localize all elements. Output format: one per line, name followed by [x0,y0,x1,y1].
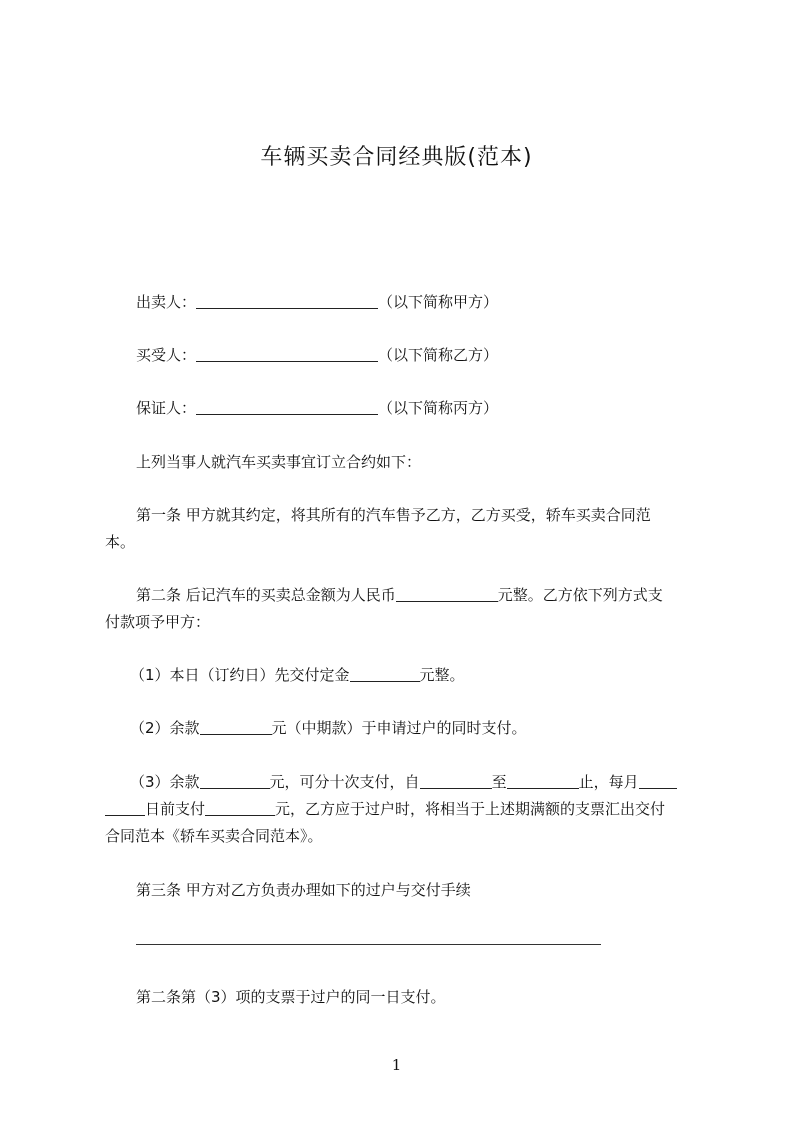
item3-text-a: （3）余款 [130,773,200,791]
article3-line: 第三条 甲方对乙方负责办理如下的过户与交付手续 [136,881,471,899]
article1-line2: 本。 [105,533,136,551]
seller-blank[interactable] [196,292,378,309]
balance-blank[interactable] [200,772,270,789]
buyer-line [136,345,498,365]
intro-paragraph: 上列当事人就汽车买卖事宜订立合约如下： [136,453,422,471]
item3-line2 [105,799,665,819]
document-title: 车辆买卖合同经典版(范本) [260,145,533,170]
item1-text-a: （1）本日（订约日）先交付定金 [130,666,350,684]
buyer-label: 买受人： [136,346,197,364]
item3-line3: 合同范本《轿车买卖合同范本》。 [105,827,323,845]
deposit-blank[interactable] [350,665,420,682]
item2-text-a: （2）余款 [130,719,200,737]
interim-amount-blank[interactable] [200,718,272,735]
seller-note: （以下简称甲方） [378,293,499,311]
article2-line1 [136,585,663,605]
to-date-blank[interactable] [507,772,579,789]
buyer-note: （以下简称乙方） [378,346,499,364]
article2-reference-line: 第二条第（3）项的支票于过户的同一日支付。 [136,988,446,1006]
article2-text-b: 元整。乙方依下列方式支 [497,586,663,604]
page-number: 1 [391,1056,402,1074]
item2-line [130,718,527,738]
guarantor-line [136,398,498,418]
seller-label: 出卖人： [136,293,197,311]
monthly-day-blank-b[interactable] [105,799,145,816]
item1-text-b: 元整。 [419,666,465,684]
article2-text-a: 第二条 后记汽车的买卖总金额为人民币 [136,586,396,604]
guarantor-label: 保证人： [136,399,197,417]
item2-text-b: 元（中期款）于申请过户的同时支付。 [271,719,527,737]
fill-in-rule[interactable] [136,944,601,945]
article1-line1: 第一条 甲方就其约定，将其所有的汽车售予乙方，乙方买受，轿车买卖合同范 [136,506,651,524]
article2-line2: 付款项予甲方： [105,613,211,631]
guarantor-blank[interactable] [196,398,378,415]
monthly-day-blank-a[interactable] [639,772,677,789]
item3-text-c: 至 [491,773,507,791]
item3-text-f: 元，乙方应于过户时，将相当于上述期满额的支票汇出交付 [275,800,666,818]
item1-line [130,665,465,685]
guarantor-note: （以下简称丙方） [378,399,499,417]
seller-line [136,292,498,312]
total-amount-blank[interactable] [396,585,498,602]
item3-text-b: 元，可分十次支付，自 [269,773,420,791]
buyer-blank[interactable] [196,345,378,362]
from-date-blank[interactable] [420,772,492,789]
item3-text-d: 止，每月 [578,773,639,791]
installment-amount-blank[interactable] [205,799,275,816]
item3-text-e: 日前支付 [145,800,206,818]
item3-line1 [130,772,677,792]
